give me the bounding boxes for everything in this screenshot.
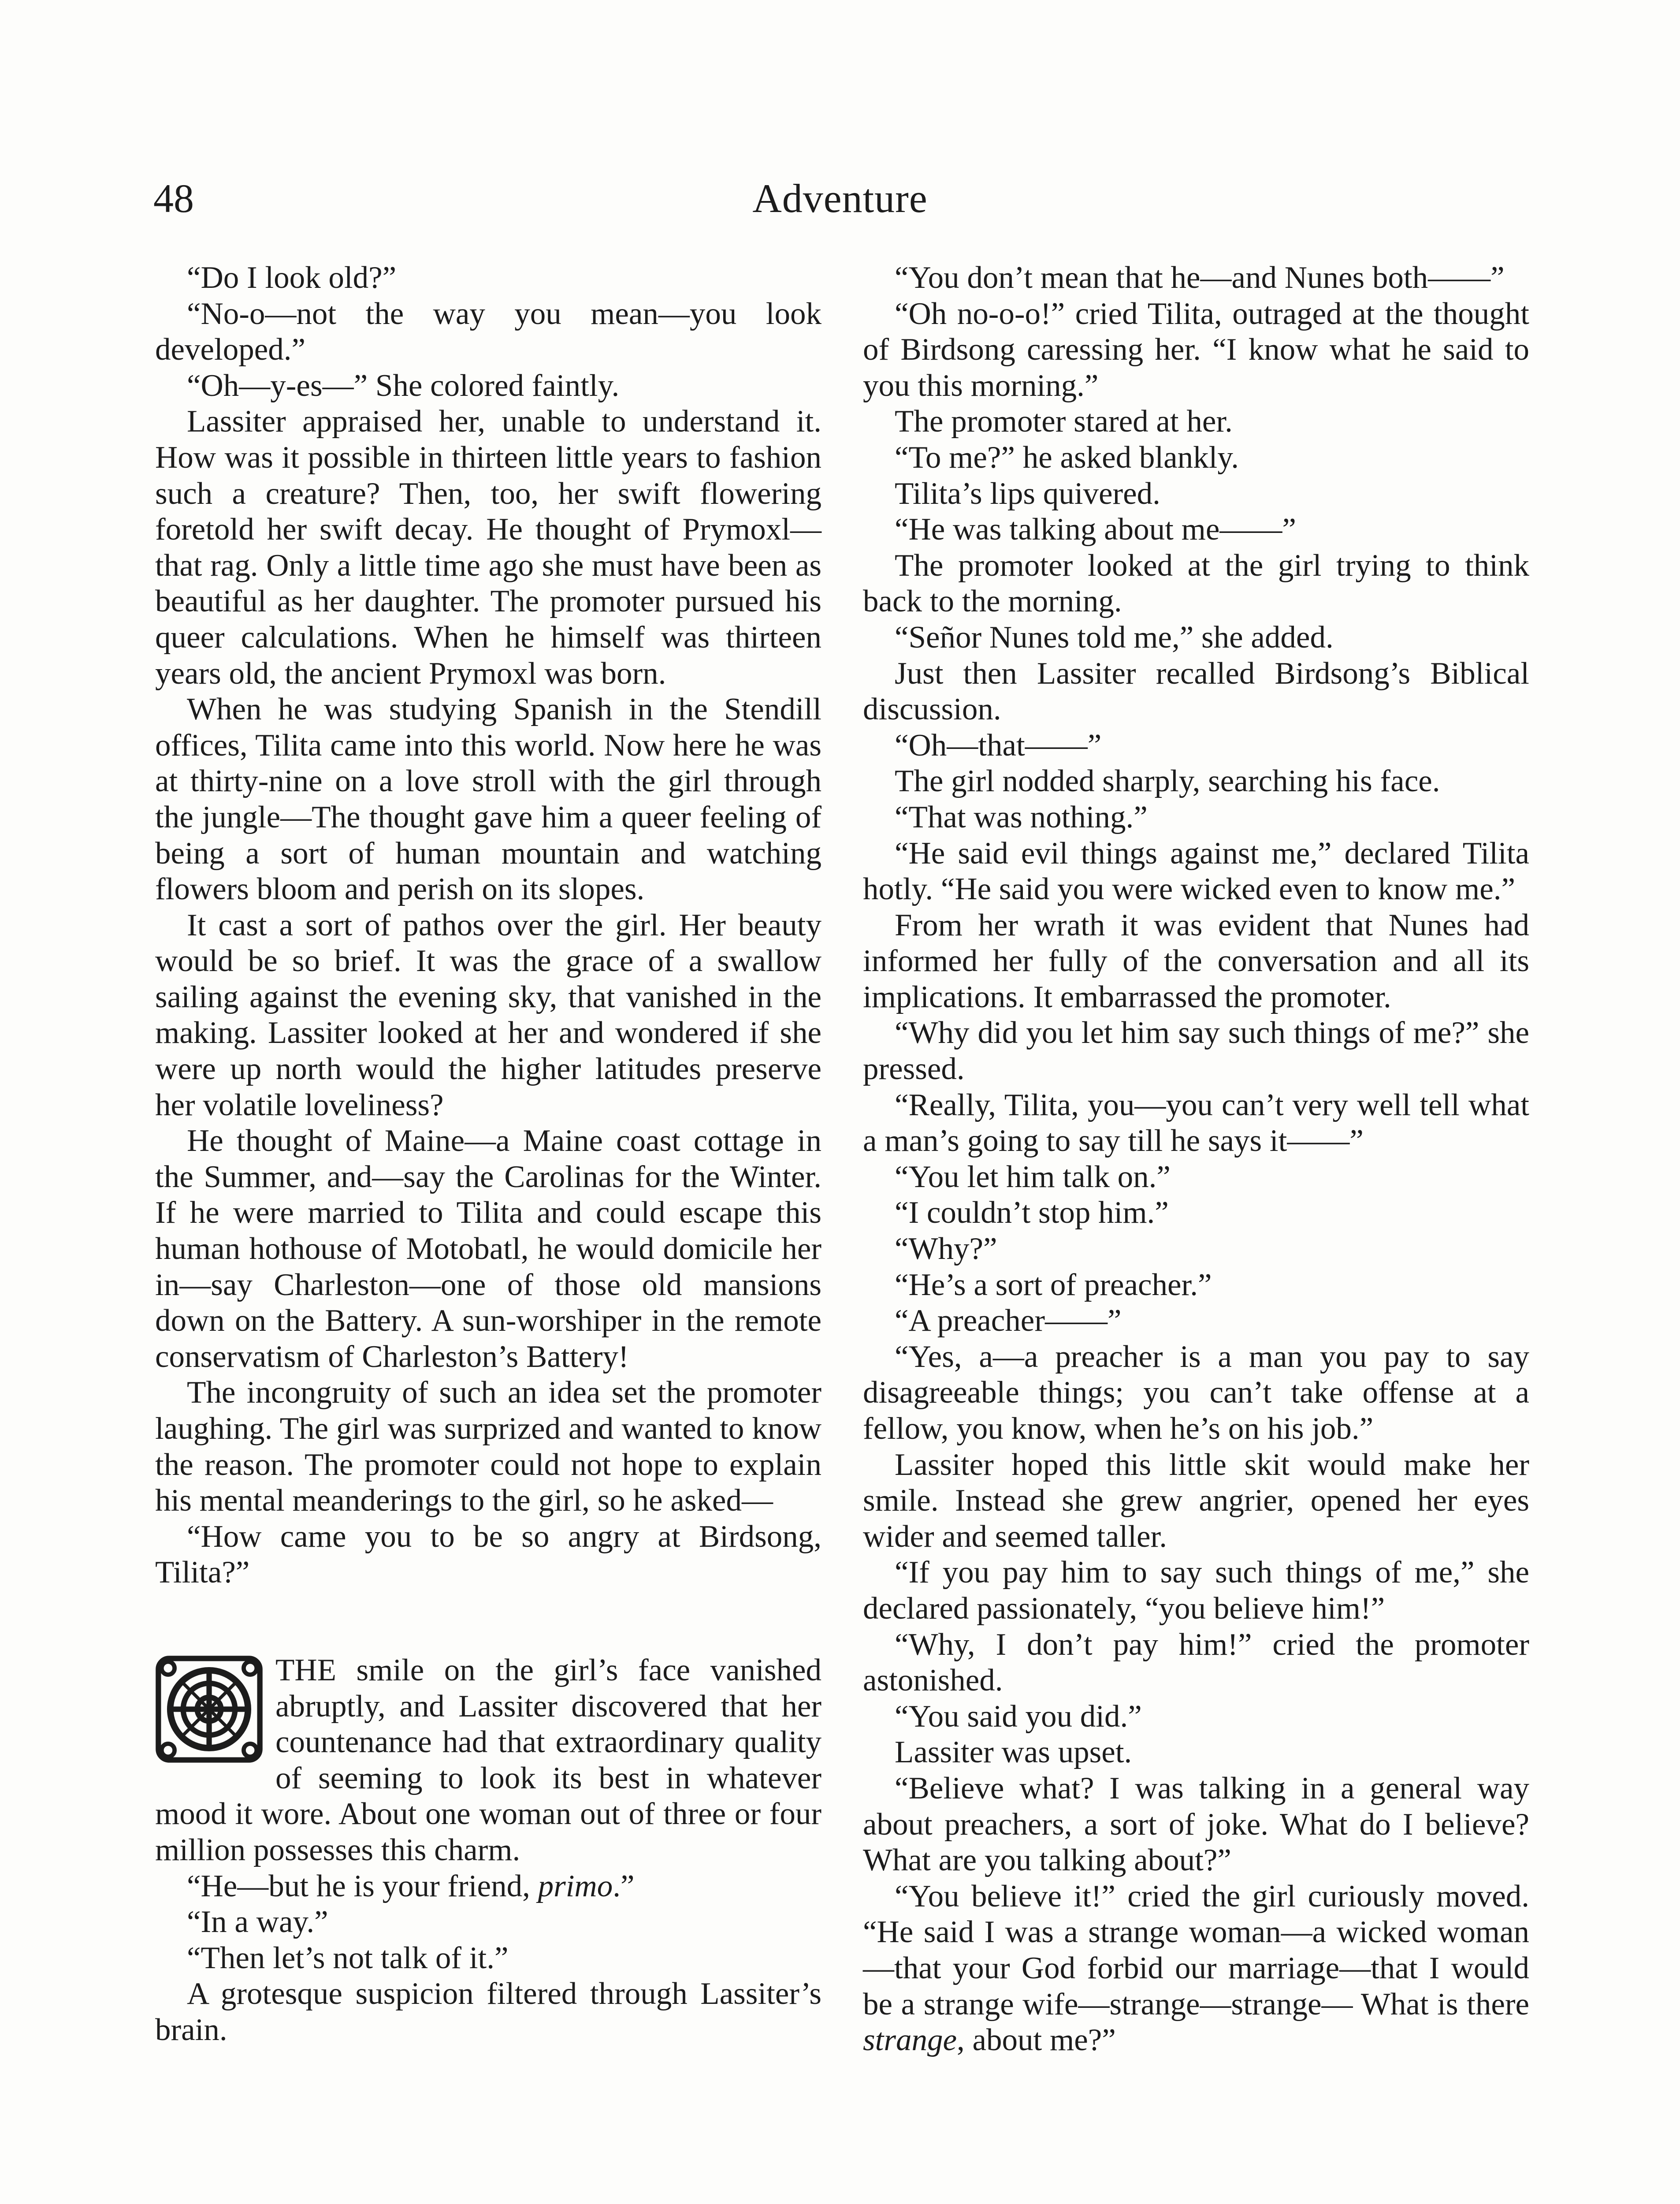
paragraph: Tilita’s lips quivered.: [895, 476, 1160, 511]
paragraph: The girl nodded sharply, searching his face.: [895, 764, 1440, 799]
paragraph: “Oh—y-es—” She colored faintly.: [187, 368, 620, 403]
paragraph: “Why, I don’t pay him!” cried the promoter astonished.: [863, 1627, 1529, 1698]
text-run: .”: [613, 1869, 635, 1903]
paragraph: When he was studying Spanish in the Stendill offices, Tilita came into this world. Now here he was at thirty-nine on a love stroll with the girl through the jungle—The thought gave him a queer feeling of being a sort of human mountain and watching flowers bloom and perish on its slopes.: [155, 692, 821, 907]
page-header: [153, 170, 1527, 227]
paragraph: “Why?”: [895, 1232, 997, 1266]
paragraph: “He was talking about me——”: [895, 512, 1296, 547]
paragraph: It cast a sort of pathos over the girl. Her beauty would be so brief. It was the grace of a swallow sailing against the evening sky, that vanished in the making. Lassiter looked at her and wondered if she were up north would the higher latitudes preserve her volatile loveliness?: [155, 908, 821, 1122]
paragraph: “Oh no-o-o!” cried Tilita, outraged at the thought of Birdsong caressing her. “I know what he said to you this morning.”: [863, 296, 1529, 403]
celtic-knot-icon: [155, 1655, 263, 1763]
paragraph: “You said you did.”: [895, 1699, 1142, 1734]
paragraph: “That was nothing.”: [895, 800, 1148, 834]
paragraph: “Do I look old?”: [187, 261, 397, 295]
paragraph: Just then Lassiter recalled Birdsong’s Biblical discussion.: [863, 656, 1529, 727]
paragraph: A grotesque suspicion filtered through Lassiter’s brain.: [155, 1977, 821, 2047]
page-number: 48: [153, 176, 194, 221]
paragraph: The promoter stared at her.: [895, 404, 1233, 439]
paragraph: “Really, Tilita, you—you can’t very well tell what a man’s going to say till he says it——”: [863, 1087, 1529, 1158]
running-head: Adventure: [752, 176, 928, 221]
right-column: [863, 260, 1529, 2059]
paragraph: “You let him talk on.”: [895, 1159, 1171, 1194]
paragraph: The promoter looked at the girl trying to think back to the morning.: [863, 548, 1529, 619]
paragraph: “Yes, a—a preacher is a man you pay to say disagreeable things; you can’t take offense at a fellow, you know, when he’s on his job.”: [863, 1339, 1529, 1446]
paragraph: “Oh—that——”: [895, 728, 1102, 763]
paragraph: “He’s a sort of preacher.”: [895, 1267, 1212, 1302]
paragraph: “I couldn’t stop him.”: [895, 1195, 1169, 1230]
paragraph: “A preacher——”: [895, 1303, 1122, 1338]
paragraph: The incongruity of such an idea set the promoter laughing. The girl was surprized and wanted to know the reason. The promoter could not hope to explain his mental meanderings to the girl, so he asked—: [155, 1375, 821, 1518]
section-opening-text: THE smile on the girl’s face vanished abruptly, and Lassiter discovered that her countenance had that extraordinary quality of seeming to look its best in whatever mood it wore. About one woman out of three or four million possesses this charm.: [155, 1653, 821, 1867]
section-opening-paragraph: [155, 1653, 821, 1869]
paragraph: “In a way.”: [187, 1905, 328, 1940]
paragraph: [155, 1869, 821, 1905]
text-run: “You believe it!” cried the girl curiously moved. “He said I was a strange woman—a wicked woman—that your God forbid our marriage—that I would be a strange wife—strange—strange— What is there: [863, 1879, 1529, 2022]
paragraph: “He said evil things against me,” declared Tilita hotly. “He said you were wicked even to know me.”: [863, 836, 1529, 907]
paragraph: “Then let’s not talk of it.”: [187, 1940, 509, 1975]
paragraph: “Señor Nunes told me,” she added.: [895, 620, 1334, 655]
paragraph: [863, 1879, 1529, 2059]
italic-word: primo: [538, 1869, 613, 1903]
paragraph: “You don’t mean that he—and Nunes both——”: [895, 261, 1505, 295]
paragraph: He thought of Maine—a Maine coast cottage in the Summer, and—say the Carolinas for the Winter. If he were married to Tilita and could escape this human hothouse of Motobatl, he would domicile her in—say Charleston—one of those old mansions down on the Battery. A sun-worshiper in the remote conservatism of Charleston’s Battery!: [155, 1124, 821, 1374]
paragraph: Lassiter appraised her, unable to understand it. How was it possible in thirteen little years to fashion such a creature? Then, too, her swift flowering foretold her swift decay. He thought of Prymoxl—that rag. Only a little time ago she must have been as beautiful as her daughter. The promoter pursued his queer calculations. When he himself was thirteen years old, the ancient Prymoxl was born.: [155, 404, 821, 691]
paragraph: “No-o—not the way you mean—you look developed.”: [155, 296, 821, 367]
paragraph: “How came you to be so angry at Birdsong, Tilita?”: [155, 1519, 821, 1590]
left-column: [155, 260, 821, 2048]
italic-word: strange: [863, 2023, 957, 2058]
paragraph: “To me?” he asked blankly.: [895, 440, 1239, 475]
paragraph: Lassiter was upset.: [895, 1735, 1132, 1770]
paragraph: “If you pay him to say such things of me,” she declared passionately, “you believe him!”: [863, 1555, 1529, 1626]
text-run: “He—but he is your friend,: [187, 1869, 538, 1903]
paragraph: “Believe what? I was talking in a general way about preachers, a sort of joke. What do I believe? What are you talking about?”: [863, 1771, 1529, 1878]
paragraph: Lassiter hoped this little skit would make her smile. Instead she grew angrier, opened her eyes wider and seemed taller.: [863, 1447, 1529, 1554]
paragraph: “Why did you let him say such things of me?” she pressed.: [863, 1016, 1529, 1087]
text-run: , about me?”: [957, 2023, 1116, 2058]
paragraph: From her wrath it was evident that Nunes had informed her fully of the conversation and all its implications. It embarrassed the promoter.: [863, 908, 1529, 1014]
